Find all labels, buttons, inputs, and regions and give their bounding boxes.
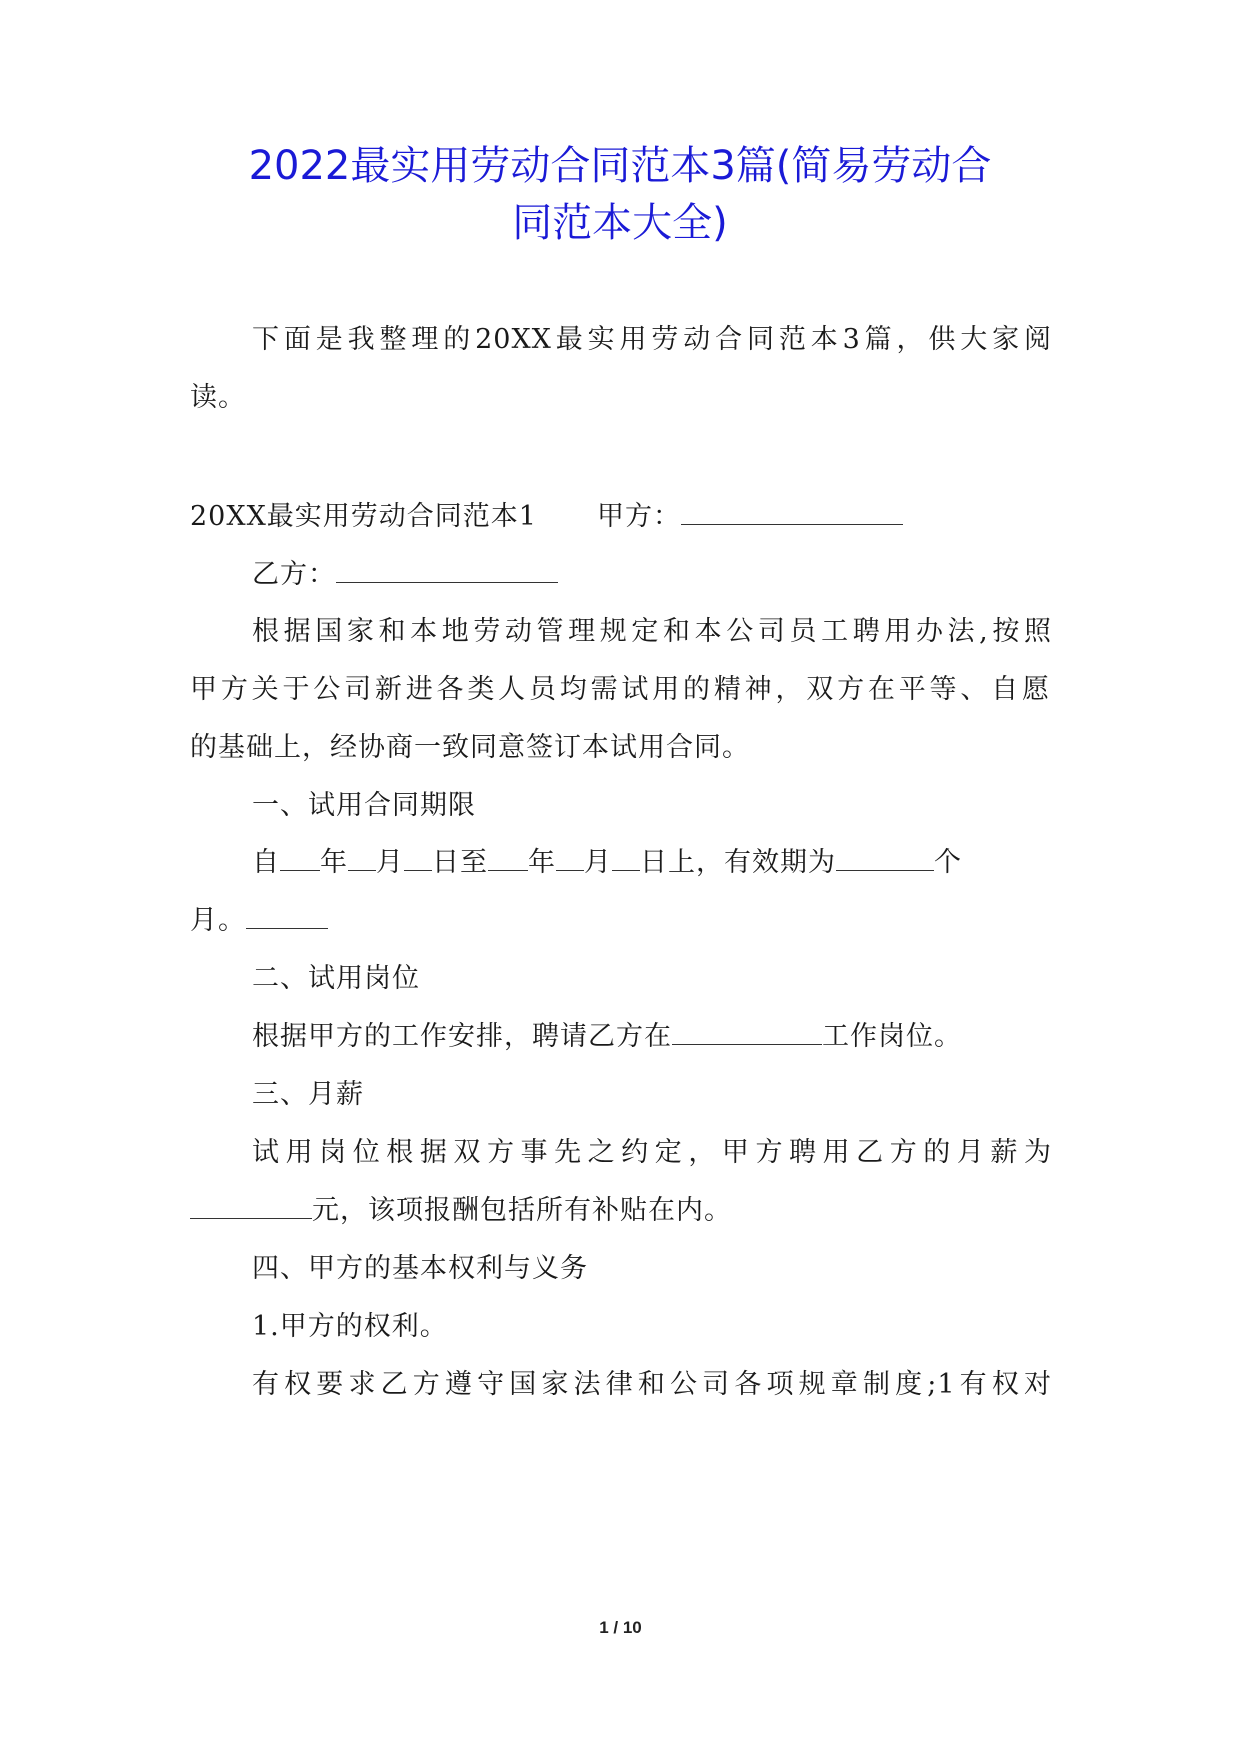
clause1-text: 自 bbox=[252, 847, 280, 878]
clause3-line-1: 试用岗位根据双方事先之约定，甲方聘用乙方的月薪为 bbox=[252, 1137, 1052, 1168]
party-a-label: 甲方： bbox=[596, 501, 681, 532]
section-heading: 20XX最实用劳动合同范本1 bbox=[190, 501, 537, 532]
party-b-row bbox=[252, 558, 1052, 592]
intro-line-1: 下面是我整理的20XX最实用劳动合同范本3篇，供大家阅 bbox=[252, 324, 1052, 355]
para1-line-1: 根据国家和本地劳动管理规定和本公司员工聘用办法,按照 bbox=[252, 616, 1052, 647]
clause1-text: 日至 bbox=[432, 847, 488, 878]
party-a-blank bbox=[681, 502, 903, 525]
clause4-title: 四、甲方的基本权利与义务 bbox=[252, 1253, 588, 1284]
clause1-text: 月 bbox=[584, 847, 612, 878]
clause1-title: 一、试用合同期限 bbox=[252, 790, 476, 821]
blank bbox=[404, 848, 432, 871]
para1-line-3: 的基础上，经协商一致同意签订本试用合同。 bbox=[190, 732, 750, 763]
clause2-text: 工作岗位。 bbox=[822, 1021, 962, 1052]
clause1-text: 年 bbox=[528, 847, 556, 878]
clause1-text: 日上，有效期为 bbox=[640, 847, 836, 878]
clause2-text: 根据甲方的工作安排，聘请乙方在 bbox=[252, 1021, 672, 1052]
blank bbox=[348, 848, 376, 871]
clause1-line-1 bbox=[252, 846, 1052, 880]
clause1-text: 月。 bbox=[190, 905, 246, 936]
blank bbox=[488, 848, 528, 871]
document-title-line-1: 2022最实用劳动合同范本3篇(简易劳动合 bbox=[248, 143, 992, 189]
blank bbox=[672, 1022, 822, 1045]
party-b-blank bbox=[336, 560, 558, 583]
intro-line-2: 读。 bbox=[190, 382, 246, 413]
page-indicator: 1 / 10 bbox=[599, 1618, 642, 1637]
clause1-text: 个 bbox=[934, 847, 962, 878]
clause3-line-2 bbox=[190, 1194, 1050, 1228]
section-heading-row bbox=[190, 500, 1050, 534]
clause2-line-1 bbox=[252, 1020, 1052, 1054]
clause1-line-2 bbox=[190, 904, 1050, 938]
clause4-subheading: 1.甲方的权利。 bbox=[252, 1311, 448, 1342]
clause4-line-1: 有权要求乙方遵守国家法律和公司各项规章制度;1有权对 bbox=[252, 1369, 1052, 1400]
blank bbox=[246, 906, 328, 929]
document-title-line-2: 同范本大全) bbox=[512, 200, 728, 246]
clause3-text: 元，该项报酬包括所有补贴在内。 bbox=[312, 1195, 732, 1226]
blank bbox=[190, 1196, 312, 1219]
para1-line-2: 甲方关于公司新进各类人员均需试用的精神，双方在平等、自愿 bbox=[190, 674, 1050, 705]
clause1-text: 年 bbox=[320, 847, 348, 878]
blank bbox=[612, 848, 640, 871]
clause1-text: 月 bbox=[376, 847, 404, 878]
clause3-title: 三、月薪 bbox=[252, 1079, 364, 1110]
blank bbox=[280, 848, 320, 871]
blank bbox=[836, 848, 934, 871]
clause2-title: 二、试用岗位 bbox=[252, 963, 420, 994]
blank bbox=[556, 848, 584, 871]
party-b-label: 乙方： bbox=[252, 559, 336, 590]
